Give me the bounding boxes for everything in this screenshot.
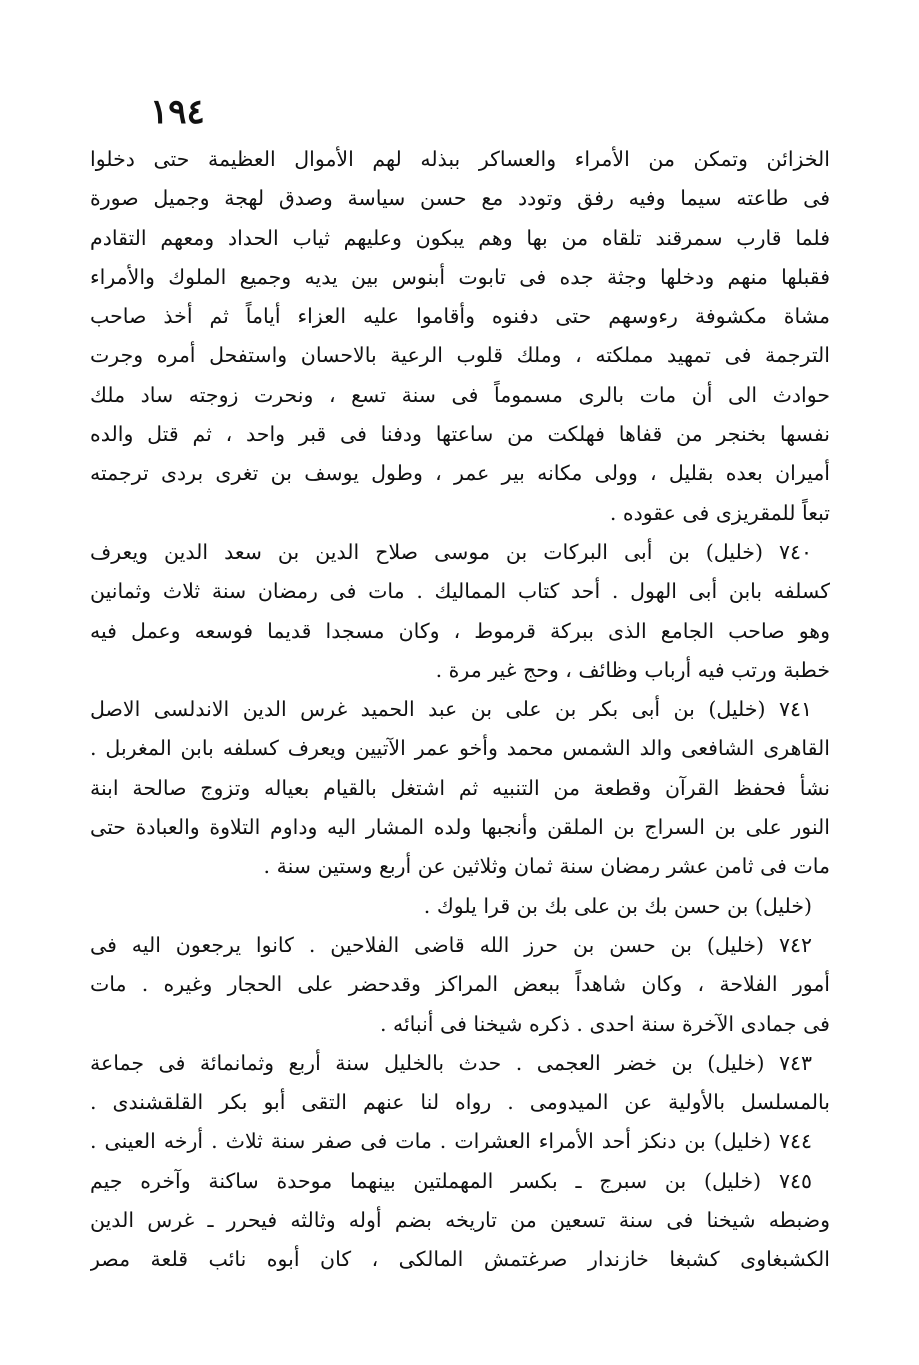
page-number: ١٩٤: [150, 92, 205, 132]
text-line: (خليل) بن حسن بك بن على بك بن قرا يلوك .: [423, 893, 812, 918]
text-line: ٧٤٠ (خليل) بن أبى البركات بن موسى صلاح الدين بن سعد الدين ويعرف: [90, 539, 812, 564]
text-line: القاهرى الشافعى والد الشمس محمد وأخو عمر الآتيين ويعرف كسلفه بابن المغربل .: [90, 736, 830, 761]
text-line: نشأ فحفظ القرآن وقطعة من التنبيه ثم اشتغل بالقيام بعياله وتزوج صالحة ابنة: [90, 775, 830, 800]
text-line: حوادث الى أن مات بالرى مسموماً فى سنة تسع ، ونحرت زوجته ساد ملك: [90, 382, 830, 407]
text-line: النور على بن السراج بن الملقن وأنجبها ولده المشار اليه وداوم التلاوة والعبادة حتى: [90, 815, 830, 840]
text-line: خطبة ورتب فيه أرباب وظائف ، وحج غير مرة .: [435, 657, 830, 682]
text-line: ٧٤٢ (خليل) بن حسن بن حرز الله قاضى الفلاحين . كانوا يرجعون اليه فى: [90, 932, 812, 957]
text-line: كسلفه بابن أبى الهول . أحد كتاب المماليك . مات فى رمضان سنة ثلاث وثمانين: [90, 579, 830, 604]
text-line: فى جمادى الآخرة سنة احدى . ذكره شيخنا فى أنبائه .: [379, 1011, 830, 1036]
text-line: ٧٤٥ (خليل) بن سبرج ـ بكسر المهملتين بينهما موحدة ساكنة وآخره جيم: [90, 1168, 812, 1193]
text-line: أميران بعده بقليل ، وولى مكانه بير عمر ، وطول يوسف بن تغرى بردى ترجمته: [90, 461, 830, 486]
text-line: الكشبغاوى كشبغا خازندار صرغتمش المالكى ، كان أبوه نائب قلعة مصر: [90, 1247, 830, 1272]
text-line: فى طاعته سيما وفيه رفق وتودد مع حسن سياسة وصدق لهجة وجميل صورة: [90, 186, 830, 211]
text-line: وضبطه شيخنا فى سنة تسعين من تاريخه بضم أوله وثالثه فيحرر ـ غرس الدين: [90, 1208, 830, 1233]
text-line: الخزائن وتمكن من الأمراء والعساكر ببذله لهم الأموال العظيمة حتى دخلوا: [90, 147, 830, 171]
text-line: وهو صاحب الجامع الذى ببركة قرموط ، وكان مسجدا قديما فوسعه وعمل فيه: [90, 618, 830, 643]
text-line: ٧٤٤ (خليل) بن دنكز أحد الأمراء العشرات . مات فى صفر سنة ثلاث . أرخه العينى .: [90, 1129, 812, 1154]
text-line: فلما قارب سمرقند تلقاه من بها وهم يبكون وعليهم ثياب الحداد ومعهم التقادم: [90, 225, 830, 250]
text-line: مشاة مكشوفة رءوسهم حتى دفنوه وأقاموا عليه العزاء أياماً ثم أخذ صاحب: [90, 304, 830, 329]
text-line: تبعاً للمقريزى فى عقوده .: [609, 500, 830, 525]
text-line: مات فى ثامن عشر رمضان سنة ثمان وثلاثين عن أربع وستين سنة .: [263, 854, 830, 879]
text-line: ٧٤١ (خليل) بن أبى بكر بن على بن عبد الحميد غرس الدين الاندلسى الاصل: [90, 697, 812, 722]
text-line: الترجمة فى تمهيد مملكته ، وملك قلوب الرعية بالاحسان واستفحل أمره وجرت: [90, 343, 830, 368]
text-line: بالمسلسل بالأولية عن الميدومى . رواه لنا عنهم التقى أبو بكر القلقشندى .: [90, 1090, 830, 1115]
text-line: فقبلها منهم ودخلها وجثة جده فى تابوت أبنوس بين يديه وجميع الملوك والأمراء: [90, 264, 830, 289]
text-line: ٧٤٣ (خليل) بن خضر العجمى . حدث بالخليل سنة أربع وثمانمائة فى جماعة: [90, 1050, 812, 1075]
body-text: [90, 140, 830, 1280]
text-line: أمور الفلاحة ، وكان شاهداً ببعض المراكز وقدحضر على الحجار وغيره . مات: [90, 972, 830, 997]
text-line: نفسها بخنجر من قفاها فهلكت من ساعتها ودفنا فى قبر واحد ، ثم قتل والده: [90, 422, 830, 447]
